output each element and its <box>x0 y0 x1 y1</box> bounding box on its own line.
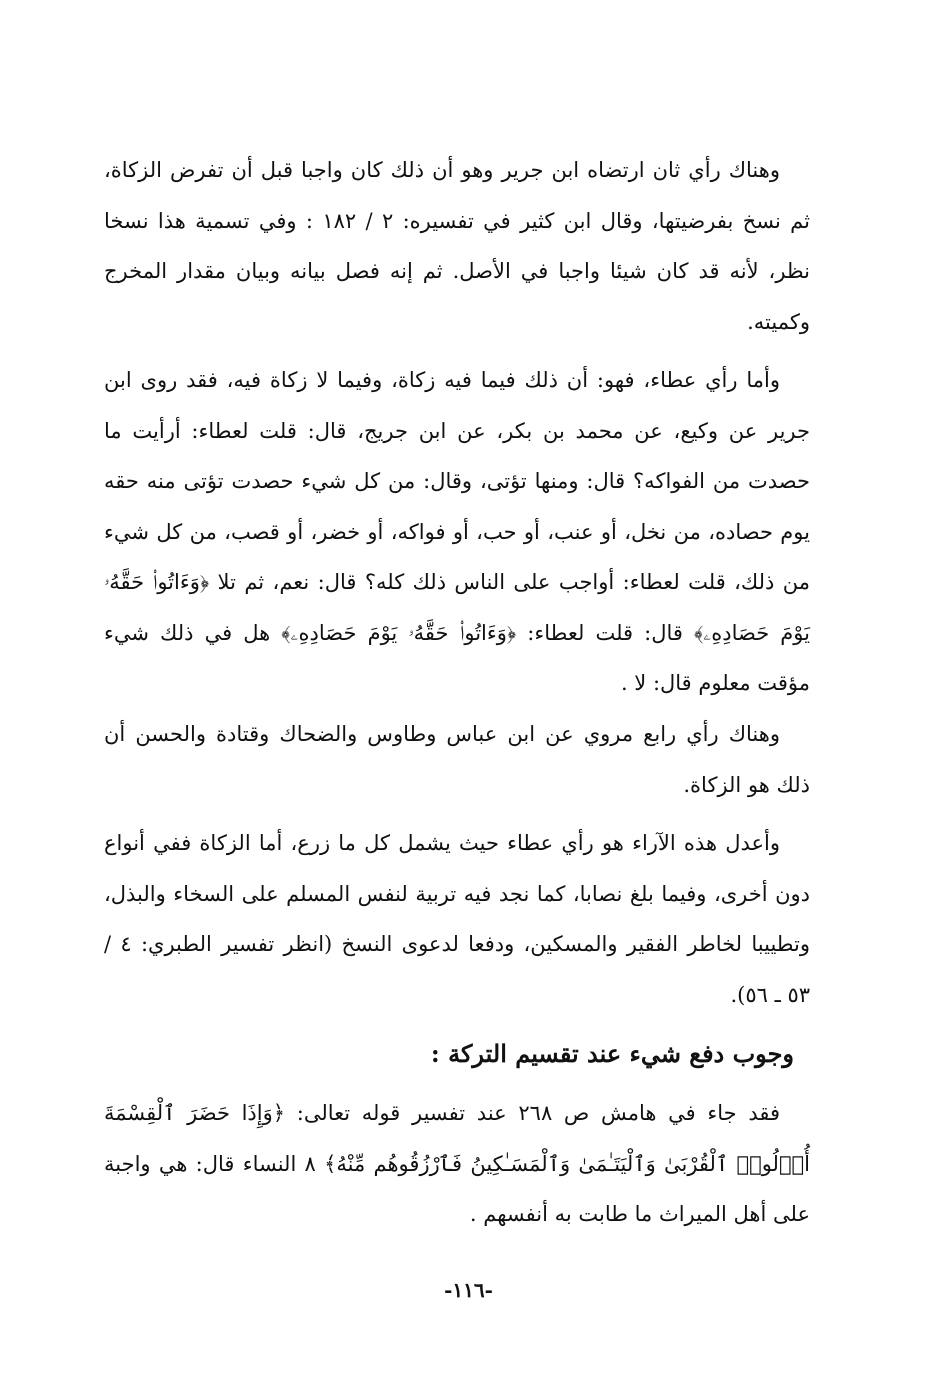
paragraph-inheritance: فقد جاء في هامش ص ٢٦٨ عند تفسير قوله تعالى: ﴿وَإِذَا حَضَرَ ٱلْقِسْمَةَ أُو۟لُوا۟ ٱلْقُرْبَىٰ وَٱلْيَتَـٰمَىٰ وَٱلْمَسَـٰكِينُ فَٱرْزُقُوهُم مِّنْهُ﴾ ٨ النساء قال: هي واجبة على أهل الميراث ما طابت به أنفسهم . <box>104 1101 810 1226</box>
paragraph-ata-opinion: وأما رأي عطاء، فهو: أن ذلك فيما فيه زكاة، وفيما لا زكاة فيه، فقد روى ابن جرير عن وكيع، عن محمد بن بكر، عن ابن جريج، قال: قلت لعطاء: أرأيت ما حصدت من الفواكه؟ قال: ومنها تؤتى، وقال: من كل شيء حصدت تؤتى منه حقه يوم حصاده، من نخل، أو عنب، أو حب، أو فواكه، أو خضر، أو قصب، من كل شيء من ذلك، قلت لعطاء: أواجب على الناس ذلك كله؟ قال: نعم، ثم تلا ﴿وَءَاتُوا۟ حَقَّهُۥ يَوْمَ حَصَادِهِۦ﴾ قال: قلت لعطاء: ﴿وَءَاتُوا۟ حَقَّهُۥ يَوْمَ حَصَادِهِۦ﴾ هل في ذلك شيء مؤقت معلوم قال: لا . <box>104 368 810 695</box>
paragraph-fourth-opinion: وهناك رأي رابع مروي عن ابن عباس وطاوس والضحاك وقتادة والحسن أن ذلك هو الزكاة. <box>104 722 810 797</box>
section-heading: وجوب دفع شيء عند تقسيم التركة : <box>430 1039 794 1068</box>
paragraph-preferred-opinion: وأعدل هذه الآراء هو رأي عطاء حيث يشمل كل ما زرع، أما الزكاة ففي أنواع دون أخرى، وفيما بلغ نصابا، كما نجد فيه تربية لنفس المسلم على السخاء والبذل، وتطييبا لخاطر الفقير والمسكين، ودفعا لدعوى النسخ (انظر تفسير الطبري: ٤ / ٥٣ ـ ٥٦). <box>104 831 810 1007</box>
page-number: -١١٦- <box>444 1278 493 1302</box>
paragraph-second-opinion: وهناك رأي ثان ارتضاه ابن جرير وهو أن ذلك كان واجبا قبل أن تفرض الزكاة، ثم نسخ بفرضيتها، وقال ابن كثير في تفسيره: ٢ / ١٨٢ : وفي تسمية هذا نسخا نظر، لأنه قد كان شيئا واجبا في الأصل. ثم إنه فصل بيانه وبيان مقدار المخرج وكميته. <box>104 158 810 334</box>
